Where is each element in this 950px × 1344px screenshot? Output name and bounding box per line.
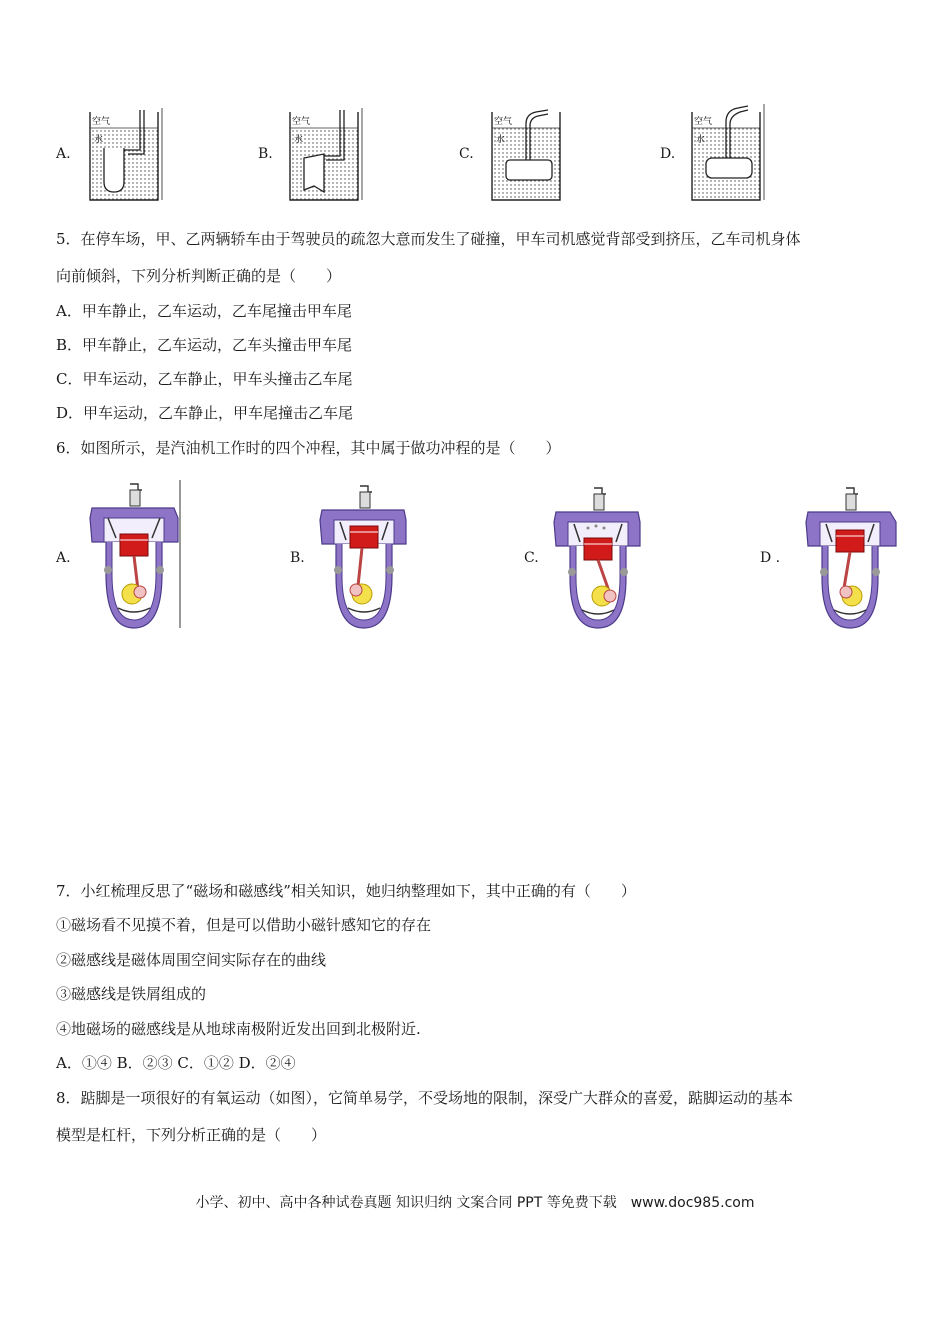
engine-stroke-figure-d <box>804 484 900 630</box>
q4-option-a-label: A. <box>56 146 71 162</box>
q6-option-b-label: B. <box>290 550 305 566</box>
engine-stroke-figure-c <box>552 484 644 630</box>
q4-a-tag-top: 空气 <box>92 117 111 127</box>
q7-item-2: ②磁感线是磁体周围空间实际存在的曲线 <box>56 951 327 969</box>
q5-stem-line1: 5．在停车场，甲、乙两辆轿车由于驾驶员的疏忽大意而发生了碰撞，甲车司机感觉背部受到挤压，乙车司机身体 <box>56 230 801 248</box>
engine-stroke-figure-a <box>86 478 184 630</box>
q5-stem-line2: 向前倾斜，下列分析判断正确的是（ ） <box>56 267 342 285</box>
q4-d-tag-top: 空气 <box>694 117 713 127</box>
q7-stem: 7．小红梳理反思了“磁场和磁感线”相关知识，她归纳整理如下，其中正确的有（ ） <box>56 882 636 900</box>
q5-option-b: B．甲车静止，乙车运动，乙车头撞击甲车尾 <box>56 336 353 354</box>
q7-answer-options: A．①④ B．②③ C．①② D．②④ <box>56 1054 296 1072</box>
page-footer: 小学、初中、高中各种试卷真题 知识归纳 文案合同 PPT 等免费下载 www.doc985.com <box>195 1195 755 1211</box>
beaker-figure-b <box>284 106 364 202</box>
q4-option-c-label: C. <box>459 146 474 162</box>
engine-stroke-figure-b <box>318 482 410 630</box>
q7-item-1: ①磁场看不见摸不着，但是可以借助小磁针感知它的存在 <box>56 916 432 934</box>
q8-stem-line2: 模型是杠杆，下列分析正确的是（ ） <box>56 1126 327 1144</box>
q4-d-tag-bottom: 水 <box>696 135 706 145</box>
q8-stem-line1: 8．踮脚是一项很好的有氧运动（如图），它简单易学，不受场地的限制，深受广大群众的喜爱，踮脚运动的基本 <box>56 1089 794 1107</box>
q5-option-d: D．甲车运动，乙车静止，甲车尾撞击乙车尾 <box>56 404 354 422</box>
q4-b-tag-top: 空气 <box>292 117 311 127</box>
q4-a-tag-bottom: 水 <box>94 135 104 145</box>
beaker-figure-a <box>84 106 164 202</box>
q4-option-d-label: D. <box>660 146 676 162</box>
q4-c-tag-bottom: 水 <box>496 135 506 145</box>
q5-option-c: C．甲车运动，乙车静止，甲车头撞击乙车尾 <box>56 370 353 388</box>
q5-option-a: A．甲车静止，乙车运动，乙车尾撞击甲车尾 <box>56 302 352 320</box>
q4-c-tag-top: 空气 <box>494 117 513 127</box>
q4-option-b-label: B. <box>258 146 273 162</box>
q7-item-4: ④地磁场的磁感线是从地球南极附近发出回到北极附近. <box>56 1020 421 1038</box>
q6-option-d-label: D . <box>760 550 781 566</box>
beaker-figure-c <box>486 104 566 202</box>
q6-option-a-label: A. <box>56 550 71 566</box>
q7-item-3: ③磁感线是铁屑组成的 <box>56 985 207 1003</box>
q4-b-tag-bottom: 水 <box>294 135 304 145</box>
q6-stem: 6．如图所示，是汽油机工作时的四个冲程，其中属于做功冲程的是（ ） <box>56 439 561 457</box>
beaker-figure-d <box>686 100 766 202</box>
q6-option-c-label: C. <box>524 550 539 566</box>
